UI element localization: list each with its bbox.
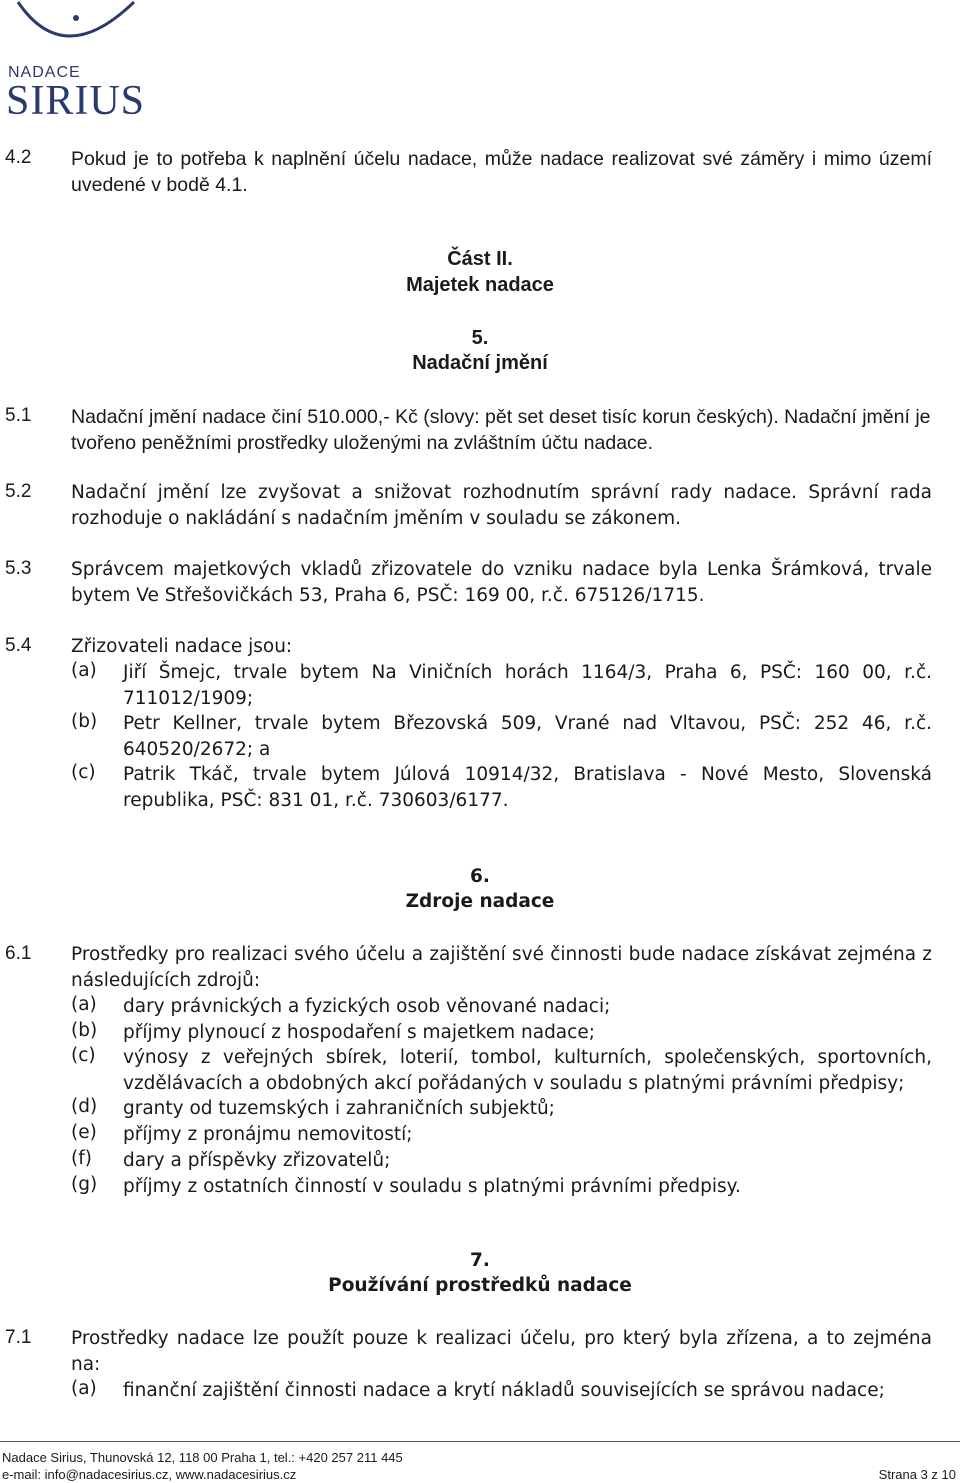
list-item-text: dary právnických a fyzických osob věnované nadaci; [123,996,611,1017]
section-text: Správcem majetkových vkladů zřizovatele do vzniku nadace byla Lenka Šrámková, trvale bytem Ve Střešovičkách 53, Praha 6, PSČ: 169 00, r.č. 675126/1715. [71,559,932,606]
list-item-text: příjmy z pronájmu nemovitostí; [123,1124,413,1145]
section-text: Nadační jmění lze zvyšovat a snižovat rozhodnutím správní rady nadace. Správní rada rozhoduje o nakládání s nadačním jměním v souladu se zákonem. [71,482,932,529]
heading-title: Používání prostředků nadace [328,1275,632,1296]
section-text: Nadační jmění nadace činí 510.000,- Kč (slovy: pět set deset tisíc korun českých). Nadační jmění je tvořeno peněžními prostředky uloženými na zvláštním účtu nadace. [71,406,931,454]
heading-title: Nadační jmění [412,352,548,374]
section-number: 5.2 [5,481,32,502]
section-number: 5.4 [5,635,32,656]
list-item-label: (f) [71,1148,92,1169]
heading-number: 5. [471,327,489,349]
list-item-label: (g) [71,1174,98,1195]
section-number: 4.2 [5,147,32,168]
heading-number: 7. [470,1250,490,1271]
list-item-text: finanční zajištění činnosti nadace a krytí nákladů souvisejících se správou nadace; [123,1380,885,1401]
section-text: Pokud je to potřeba k naplnění účelu nadace, může nadace realizovat své záměry i mimo území uvedené v bodě 4.1. [71,148,932,196]
footer-contact: e-mail: info@nadacesirius.cz, www.nadacesirius.cz [2,1467,297,1482]
section-text: Prostředky nadace lze použít pouze k realizaci účelu, pro který byla zřízena, a to zejména na: [71,1328,932,1375]
list-item-label: (d) [71,1096,98,1117]
list-item-label: (c) [71,762,96,783]
list-item-label: (c) [71,1045,96,1066]
part-title: Část II. [447,248,513,270]
part-subtitle: Majetek nadace [406,274,554,296]
list-item-label: (e) [71,1122,97,1143]
section-text: Prostředky pro realizaci svého účelu a zajištění své činnosti bude nadace získávat zejména z následujících zdrojů: [71,944,932,991]
list-item-text: Jiří Šmejc, trvale bytem Na Viničních horách 1164/3, Praha 6, PSČ: 160 00, r.č. 711012/1909; [123,662,932,709]
list-item-text: Patrik Tkáč, trvale bytem Júlová 10914/32, Bratislava - Nové Mesto, Slovenská republika, PSČ: 831 01, r.č. 730603/6177. [123,764,932,811]
footer-divider [0,1441,960,1442]
list-item-label: (b) [71,711,98,732]
list-item-text: příjmy plynoucí z hospodaření s majetkem nadace; [123,1022,595,1043]
section-text: Zřizovateli nadace jsou: [71,636,293,657]
list-item-label: (a) [71,994,97,1015]
list-item-label: (a) [71,1378,97,1399]
logo [4,0,154,125]
section-number: 7.1 [5,1327,32,1348]
list-item-label: (b) [71,1020,98,1041]
list-item-text: granty od tuzemských i zahraničních subjektů; [123,1098,555,1119]
list-item-text: příjmy z ostatních činností v souladu s platnými právními předpisy. [123,1176,741,1197]
section-number: 5.3 [5,558,32,579]
heading-number: 6. [470,866,490,887]
page-number: Strana 3 z 10 [878,1467,956,1482]
list-item-text: Petr Kellner, trvale bytem Březovská 509, Vrané nad Vltavou, PSČ: 252 46, r.č. 640520/2672; a [123,713,932,760]
list-item-label: (a) [71,660,97,681]
section-number: 5.1 [5,405,32,426]
logo-text-sirius: SIRIUS [6,78,146,124]
list-item-text: dary a příspěvky zřizovatelů; [123,1150,391,1171]
logo-arc-icon [4,0,154,70]
section-number: 6.1 [5,943,32,964]
heading-title: Zdroje nadace [405,891,555,912]
footer-address: Nadace Sirius, Thunovská 12, 118 00 Praha 1, tel.: +420 257 211 445 [2,1450,403,1465]
list-item-text: výnosy z veřejných sbírek, loterií, tombol, kulturních, společenských, sportovních, vzdělávacích a obdobných akcí pořádaných v souladu s platnými právními předpisy; [123,1047,932,1094]
logo-text-nadace: NADACE [8,64,81,81]
